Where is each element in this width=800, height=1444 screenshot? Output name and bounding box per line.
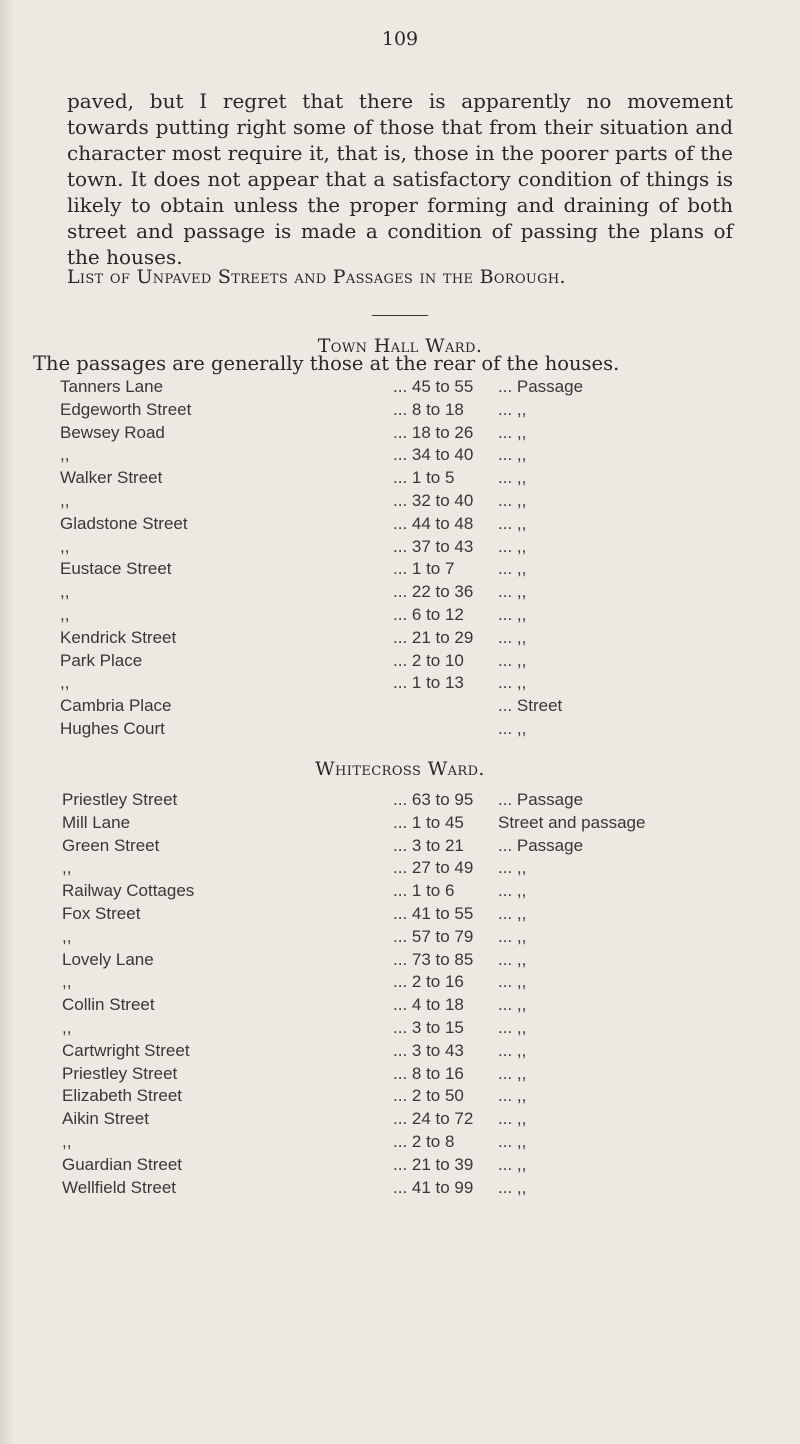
town-hall-ward-table <box>0 377 800 742</box>
table-row <box>0 559 800 582</box>
house-number-range: ... 1 to 45 <box>393 812 464 832</box>
unpaved-type: ... ,, <box>498 1131 527 1151</box>
unpaved-type: ... ,, <box>498 995 527 1015</box>
street-name: Aikin Street <box>62 1109 149 1129</box>
unpaved-type: ... ,, <box>498 445 527 465</box>
house-number-range: ... 1 to 6 <box>393 881 455 901</box>
table-row <box>0 445 800 468</box>
table-row <box>0 813 800 836</box>
street-name: Bewsey Road <box>60 422 165 442</box>
table-row <box>0 904 800 927</box>
table-row <box>0 400 800 423</box>
table-row <box>0 927 800 950</box>
page-number: 109 <box>381 28 419 50</box>
table-row <box>0 537 800 560</box>
house-number-range: ... 44 to 48 <box>393 513 474 533</box>
table-row <box>0 651 800 674</box>
house-number-range: ... 2 to 50 <box>393 1086 464 1106</box>
unpaved-type: ... ,, <box>498 582 527 602</box>
unpaved-type: ... Passage <box>498 790 584 809</box>
street-name: ,, <box>60 536 70 556</box>
unpaved-type: ... ,, <box>498 1063 527 1083</box>
table-row <box>0 950 800 973</box>
street-name: Gladstone Street <box>60 513 188 533</box>
street-name: Tanners Lane <box>60 377 164 396</box>
house-number-range: ... 32 to 40 <box>393 490 474 510</box>
house-number-range: ... 6 to 12 <box>393 604 464 624</box>
house-number-range: ... 41 to 55 <box>393 903 474 923</box>
house-number-range: ... 2 to 8 <box>393 1131 455 1151</box>
unpaved-type: ... ,, <box>498 972 527 992</box>
house-number-range: ... 27 to 49 <box>393 858 474 878</box>
table-row <box>0 995 800 1018</box>
unpaved-type: ... ,, <box>498 881 527 901</box>
street-name: ,, <box>62 1131 72 1151</box>
town-hall-ward-title: Town Hall Ward. <box>317 335 483 357</box>
table-row <box>0 881 800 904</box>
street-name: ,, <box>60 673 70 693</box>
unpaved-type: ... ,, <box>498 926 527 946</box>
table-row <box>0 1086 800 1109</box>
house-number-range: ... 3 to 21 <box>393 835 464 855</box>
table-row <box>0 582 800 605</box>
table-row <box>0 696 800 719</box>
street-name: Edgeworth Street <box>60 399 192 419</box>
house-number-range: ... 18 to 26 <box>393 422 474 442</box>
house-number-range: ... 1 to 7 <box>393 559 455 579</box>
table-row <box>0 719 800 742</box>
unpaved-type: ... ,, <box>498 627 527 647</box>
house-number-range: ... 3 to 43 <box>393 1040 464 1060</box>
house-number-range: ... 24 to 72 <box>393 1109 474 1129</box>
house-number-range: ... 21 to 39 <box>393 1154 474 1174</box>
table-row <box>0 790 800 813</box>
street-name: ,, <box>62 972 72 992</box>
table-row <box>0 1064 800 1087</box>
street-name: ,, <box>60 445 70 465</box>
table-row <box>0 1155 800 1178</box>
street-name: Kendrick Street <box>60 627 177 647</box>
house-number-range: ... 41 to 99 <box>393 1177 474 1197</box>
table-row <box>0 673 800 696</box>
house-number-range: ... 3 to 15 <box>393 1017 464 1037</box>
unpaved-type: ... ,, <box>498 513 527 533</box>
house-number-range: ... 1 to 5 <box>393 468 455 488</box>
street-name: ,, <box>62 858 72 878</box>
table-row <box>0 1041 800 1064</box>
street-name: Wellfield Street <box>62 1177 177 1197</box>
whitecross-ward-table <box>0 790 800 1200</box>
street-name: Lovely Lane <box>62 949 154 969</box>
unpaved-type: ... ,, <box>498 490 527 510</box>
unpaved-type: ... ,, <box>498 718 527 738</box>
table-row <box>0 1178 800 1201</box>
table-row <box>0 377 800 400</box>
unpaved-type: ... ,, <box>498 1040 527 1060</box>
unpaved-type: ... ,, <box>498 468 527 488</box>
street-name: Park Place <box>60 650 143 670</box>
table-row <box>0 514 800 537</box>
unpaved-type: ... ,, <box>498 559 527 579</box>
street-name: Railway Cottages <box>62 881 195 901</box>
unpaved-type: ... ,, <box>498 399 527 419</box>
unpaved-type: ... ,, <box>498 604 527 624</box>
list-title: List of Unpaved Streets and Passages in the Borough. <box>67 266 566 288</box>
house-number-range: ... 63 to 95 <box>393 790 474 809</box>
street-name: Guardian Street <box>62 1154 183 1174</box>
whitecross-ward-title: Whitecross Ward. <box>315 758 485 780</box>
unpaved-type: ... ,, <box>498 673 527 693</box>
unpaved-type: ... Passage <box>498 377 584 396</box>
table-row <box>0 468 800 491</box>
house-number-range: ... 34 to 40 <box>393 445 474 465</box>
house-number-range: ... 2 to 16 <box>393 972 464 992</box>
street-name: ,, <box>60 490 70 510</box>
house-number-range: ... 37 to 43 <box>393 536 474 556</box>
unpaved-type: ... ,, <box>498 422 527 442</box>
house-number-range: ... 22 to 36 <box>393 582 474 602</box>
unpaved-type: ... Passage <box>498 835 584 855</box>
unpaved-type: ... ,, <box>498 1154 527 1174</box>
title-rule <box>372 315 428 316</box>
house-number-range: ... 8 to 18 <box>393 399 464 419</box>
unpaved-type: ... ,, <box>498 858 527 878</box>
house-number-range: ... 8 to 16 <box>393 1063 464 1083</box>
street-name: Eustace Street <box>60 559 172 579</box>
street-name: Priestley Street <box>62 790 178 809</box>
unpaved-type: ... ,, <box>498 903 527 923</box>
street-name: Elizabeth Street <box>62 1086 183 1106</box>
street-name: ,, <box>62 1017 72 1037</box>
table-row <box>0 836 800 859</box>
intro-paragraph: paved, but I regret that there is apparently no movement towards putting right some of those that from their situation and character most require it, that is, those in the poorer parts of the town. It does not appear that a satisfactory condition of things is likely to obtain unless the proper forming and draining of both street and passage is made a condition of passing the plans of the houses. <box>67 89 733 269</box>
street-name: ,, <box>60 582 70 602</box>
street-name: Cambria Place <box>60 696 172 716</box>
table-row <box>0 628 800 651</box>
table-row <box>0 972 800 995</box>
street-name: ,, <box>62 926 72 946</box>
street-name: ,, <box>60 604 70 624</box>
house-number-range: ... 45 to 55 <box>393 377 474 396</box>
unpaved-type: ... Street <box>498 696 563 716</box>
house-number-range: ... 2 to 10 <box>393 650 464 670</box>
table-row <box>0 491 800 514</box>
house-number-range: ... 4 to 18 <box>393 995 464 1015</box>
unpaved-type: ... ,, <box>498 536 527 556</box>
table-row <box>0 605 800 628</box>
street-name: Fox Street <box>62 903 141 923</box>
unpaved-type: ... ,, <box>498 650 527 670</box>
unpaved-type: ... ,, <box>498 1086 527 1106</box>
house-number-range: ... 21 to 29 <box>393 627 474 647</box>
street-name: Mill Lane <box>62 812 131 832</box>
unpaved-type: ... ,, <box>498 1177 527 1197</box>
house-number-range: ... 57 to 79 <box>393 926 474 946</box>
street-name: Walker Street <box>60 468 163 488</box>
table-row <box>0 858 800 881</box>
street-name: Cartwright Street <box>62 1040 190 1060</box>
table-row <box>0 1132 800 1155</box>
street-name: Green Street <box>62 835 160 855</box>
unpaved-type: ... ,, <box>498 1109 527 1129</box>
unpaved-type: ... ,, <box>498 1017 527 1037</box>
unpaved-type: ... ,, <box>498 949 527 969</box>
house-number-range: ... 1 to 13 <box>393 673 464 693</box>
unpaved-type: Street and passage <box>498 812 646 832</box>
street-name: Collin Street <box>62 995 155 1015</box>
street-name: Hughes Court <box>60 718 165 738</box>
house-number-range: ... 73 to 85 <box>393 949 474 969</box>
table-row <box>0 423 800 446</box>
table-row <box>0 1109 800 1132</box>
town-hall-ward-note: The passages are generally those at the rear of the houses. <box>33 352 620 375</box>
table-row <box>0 1018 800 1041</box>
street-name: Priestley Street <box>62 1063 178 1083</box>
